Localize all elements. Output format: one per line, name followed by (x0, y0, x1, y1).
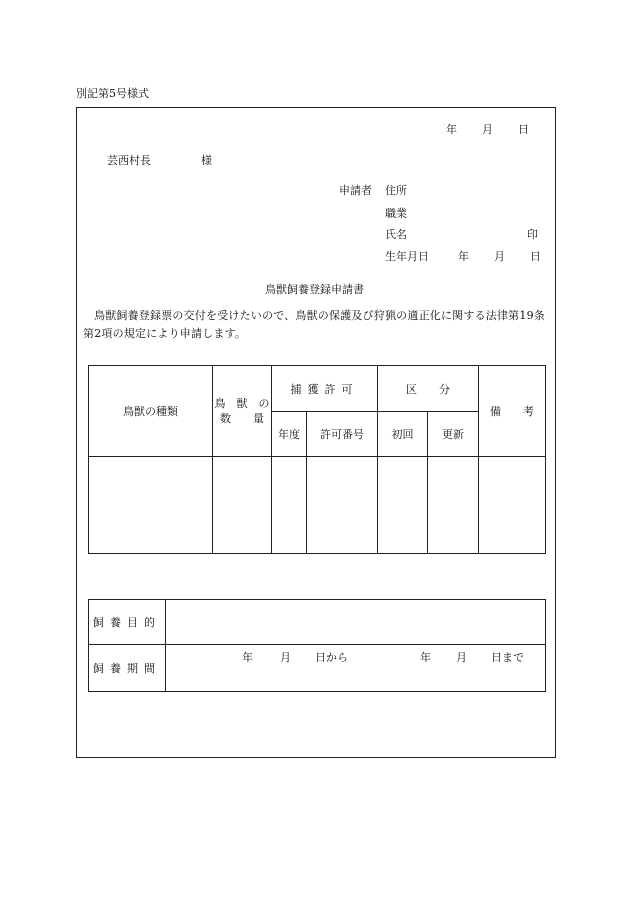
period-to-day: 日まで (491, 651, 524, 664)
form-number-label: 別記第5号様式 (76, 87, 149, 100)
header-permit-number: 許可番号 (307, 412, 378, 457)
applicant-address-label: 住所 (385, 184, 407, 197)
header-count-line2: 数 量 (220, 412, 264, 425)
purpose-table (88, 599, 546, 692)
document-title: 鳥獣飼養登録申請書 (265, 283, 364, 296)
birth-year: 年 (458, 250, 469, 263)
header-category: 区 分 (378, 366, 479, 412)
header-species: 鳥獣の種類 (89, 366, 213, 457)
header-count-line1: 鳥 獣 の (214, 397, 270, 410)
period-to-year: 年 (420, 651, 431, 664)
cell-renewal[interactable] (428, 457, 479, 554)
applicant-name-label: 氏名 (385, 228, 407, 241)
period-from-year: 年 (242, 651, 253, 664)
cell-permit-number[interactable] (307, 457, 378, 554)
period-from-month: 月 (280, 651, 291, 664)
applicant-birthdate-label: 生年月日 (385, 250, 429, 263)
cell-fiscal-year[interactable] (272, 457, 307, 554)
birth-day: 日 (530, 250, 541, 263)
header-capture-permit: 捕獲許可 (272, 366, 378, 412)
header-renewal: 更新 (428, 412, 479, 457)
body-text: 鳥獣飼養登録票の交付を受けたいので、鳥獣の保護及び狩猟の適正化に関する法律第19条第2項の規定により申請します。 (83, 309, 545, 340)
header-initial: 初回 (378, 412, 428, 457)
addressee-honorific: 様 (201, 154, 212, 167)
applicant-label: 申請者 (339, 184, 372, 197)
date-year: 年 (446, 123, 457, 136)
birth-month: 月 (494, 250, 505, 263)
date-day: 日 (518, 123, 529, 136)
cell-species[interactable] (89, 457, 213, 554)
header-remarks: 備 考 (479, 366, 546, 457)
period-from-day: 日から (315, 651, 348, 664)
date-month: 月 (482, 123, 493, 136)
period-value[interactable] (166, 645, 546, 692)
period-to-month: 月 (456, 651, 467, 664)
cell-count[interactable] (213, 457, 272, 554)
period-label: 飼養期間 (89, 645, 166, 692)
purpose-value[interactable] (166, 600, 546, 645)
cell-remarks[interactable] (479, 457, 546, 554)
addressee-name: 芸西村長 (107, 154, 151, 167)
applicant-occupation-label: 職業 (385, 207, 407, 220)
species-table (88, 365, 546, 554)
purpose-label: 飼養目的 (89, 600, 166, 645)
header-count (213, 366, 272, 457)
header-fiscal-year: 年度 (272, 412, 307, 457)
seal-mark: 印 (527, 228, 538, 241)
cell-initial[interactable] (378, 457, 428, 554)
